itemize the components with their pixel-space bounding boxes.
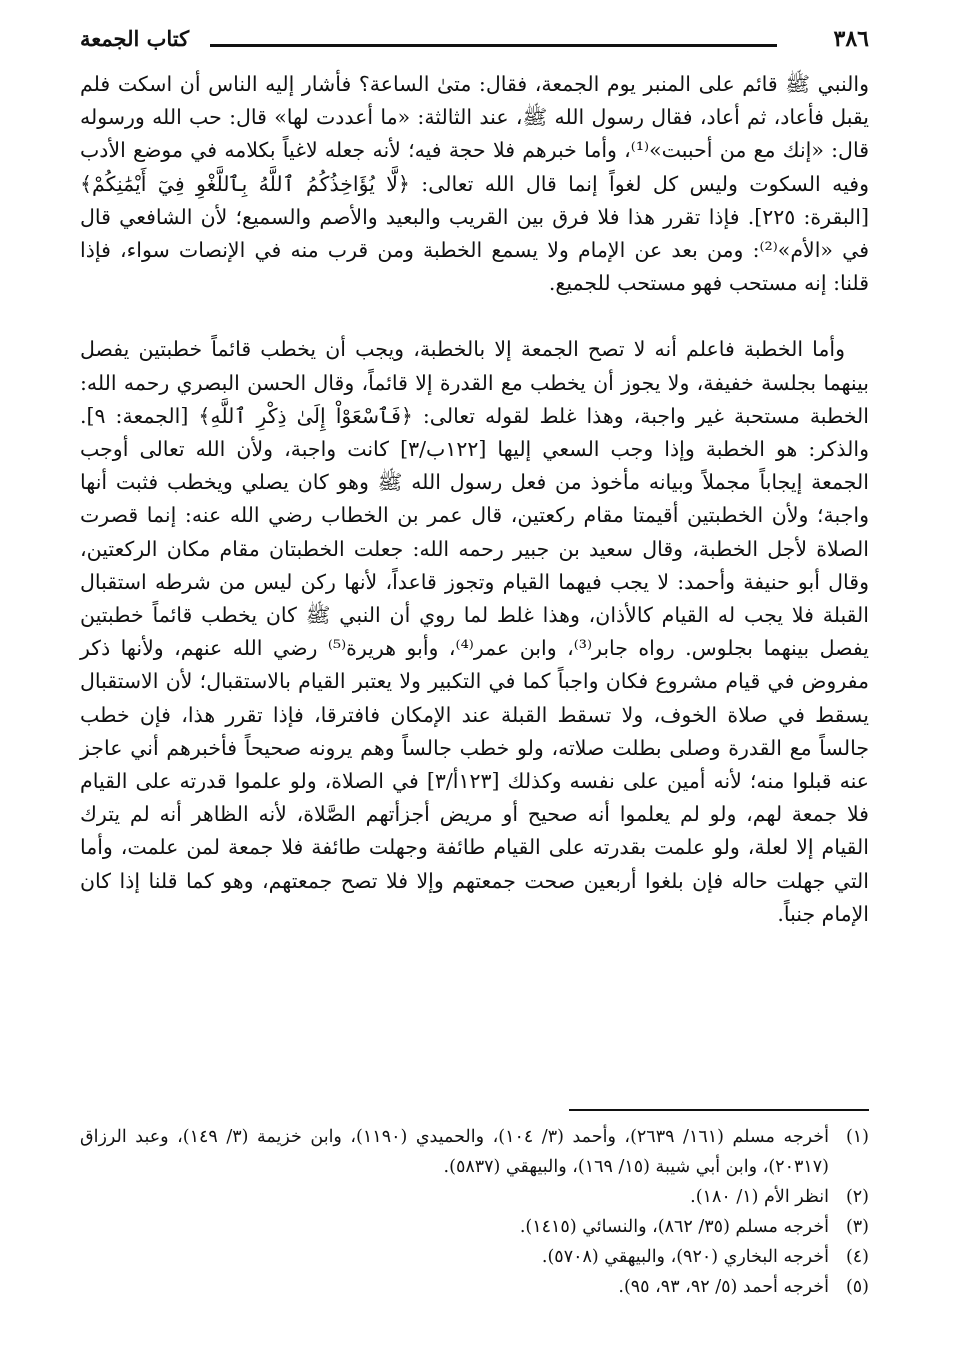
footnote-number: (٤) [845, 1247, 869, 1267]
footnote-text: انظر الأم (١/ ١٨٠). [690, 1187, 829, 1207]
footnote-number: (١) [845, 1127, 869, 1147]
footnote-3 [80, 1212, 869, 1242]
footnote-text: أخرجه أحمد (٥/ ٩٢، ٩٣، ٩٥). [618, 1277, 829, 1297]
footnote-2 [80, 1182, 869, 1212]
paragraph-2: وأما الخطبة فاعلم أنه لا تصح الجمعة إلا بالخطبة، ويجب أن يخطب قائماً خطبتين يفصل بينهما بجلسة خفيفة، ولا يجوز أن يخطب مع القدرة إلا قائماً، وقال الحسن البصري رحمه الله: الخطبة مستحبة غير واجبة، وهذا غلط لقوله تعالى: ﴿فَٱسْعَوْاْ إِلَىٰ ذِكْرِ ٱللَّهِ﴾ [الجمعة: ٩]. والذكر: هو الخطبة وإذا وجب السعي إليها [١٢٢ب/٣] كانت واجبة، ولأن الله تعالى أوجب الجمعة إيجاباً مجملاً وبيانه مأخوذ من فعل رسول الله ﷺ وهو كان يصلي ويخطب فثبت أنها واجبة؛ ولأن الخطبتين أقيمتا مقام ركعتين، قال عمر بن الخطاب رضي الله عنه: إنما قصرت الصلاة لأجل الخطبة، وقال سعيد بن جبير رحمه الله: جعلت الخطبتان مقام مكان الركعتين، وقال أبو حنيفة وأحمد: لا يجب فيهما القيام وتجوز قاعداً، لأنها ركن ليس من شرطه استقبال القبلة فلا يجب له القيام كالأذان، وهذا غلط لما روي أن النبي ﷺ كان يخطب قائماً خطبتين يفصل بينهما بجلوس. رواه جابر⁽³⁾، وابن عمر⁽⁴⁾، وأبو هريرة⁽⁵⁾ رضي الله عنهم، ولأنها ذكر مفروض في قيام مشروع فكان واجباً كما في التكبير ولا يعتبر القيام بالاستقبال؛ لأن الاستقبال يسقط في صلاة الخوف، ولا تسقط القبلة عند الإمكان فافترقا، فإذا تقرر هذا، فإن خطب جالساً مع القدرة وصلى بطلت صلاته، ولو خطب جالساً وهم يرونه صحيحاً فأخبرهم أني عاجز عنه قبلوا منه؛ لأنه أمين على نفسه وكذلك [١٢٣أ/٣] في الصلاة، ولو علموا قدرته على القيام فلا جمعة لهم، ولو لم يعلموا أنه صحيح أو مريض أجزأتهم الصَّلاة، لأنه الظاهر أنه لم يترك القيام إلا لعلة، ولو علمت بقدرته على القيام طائفة وجهلت طائفة فلا جمعة لمن علمت، وأما التي جهلت حاله فإن بلغوا أربعين صحت جمعتهم وإلا فلا تصح جمعتهم، وهو كما قلنا إذا كان الإمام جنباً. [80, 337, 869, 926]
paragraph-1: والنبي ﷺ قائم على المنبر يوم الجمعة، فقال: متىٰ الساعة؟ فأشار إليه الناس أن اسكت فلم يقبل فأعاد، ثم أعاد، فقال رسول الله ﷺ، عند الثالثة: «ما أعددت لها» قال: حب الله ورسوله قال: «إنك مع من أحببت»⁽¹⁾، وأما خبرهم فلا حجة فيه؛ لأنه جعله لاغياً بكلامه في موضع الأدب وفيه السكوت وليس كل لغواً إنما قال الله تعالى: ﴿لَّا يُؤَاخِذُكُمُ ٱللَّهُ بِٱللَّغْوِ فِيٓ أَيْمَٰنِكُمْ﴾ [البقرة: ٢٢٥]. فإذا تقرر هذا فلا فرق بين القريب والبعيد والأصم والسميع؛ لأن الشافعي قال في «الأم»⁽²⁾: ومن بعد عن الإمام ولا يسمع الخطبة ومن قرب منه في الإنصات سواء، فإذا قلنا: إنه مستحب فهو مستحب للجميع. [80, 72, 869, 296]
footnote-5 [80, 1272, 869, 1302]
footnotes [80, 1122, 869, 1302]
page-number: ٣٨٦ [833, 26, 869, 52]
main-text [80, 68, 869, 931]
footnote-text: أخرجه مسلم (٣٥/ ٨٦٢)، والنسائي (١٤١٥). [519, 1217, 829, 1237]
footnote-number: (٢) [845, 1187, 869, 1207]
footnote-number: (٣) [845, 1217, 869, 1237]
page-header [80, 22, 869, 62]
footnote-number: (٥) [845, 1277, 869, 1297]
footnote-4 [80, 1242, 869, 1272]
footnote-separator [569, 1109, 869, 1111]
header-rule [210, 44, 777, 47]
footnote-1 [80, 1122, 869, 1182]
footnote-text: أخرجه البخاري (٩٢٠)، والبيهقي (٥٧٠٨). [541, 1247, 829, 1267]
book-title: كتاب الجمعة [80, 26, 190, 51]
footnote-text: أخرجه مسلم (١٦١/ ٢٦٣٩)، وأحمد (٣/ ١٠٤)، والحميدي (١١٩٠)، وابن خزيمة (٣/ ١٤٩)، وعبد الرزاق (٢٠٣١٧)، وابن أبي شيبة (١٥/ ١٦٩)، والبيهقي (٥٨٣٧). [80, 1127, 829, 1177]
